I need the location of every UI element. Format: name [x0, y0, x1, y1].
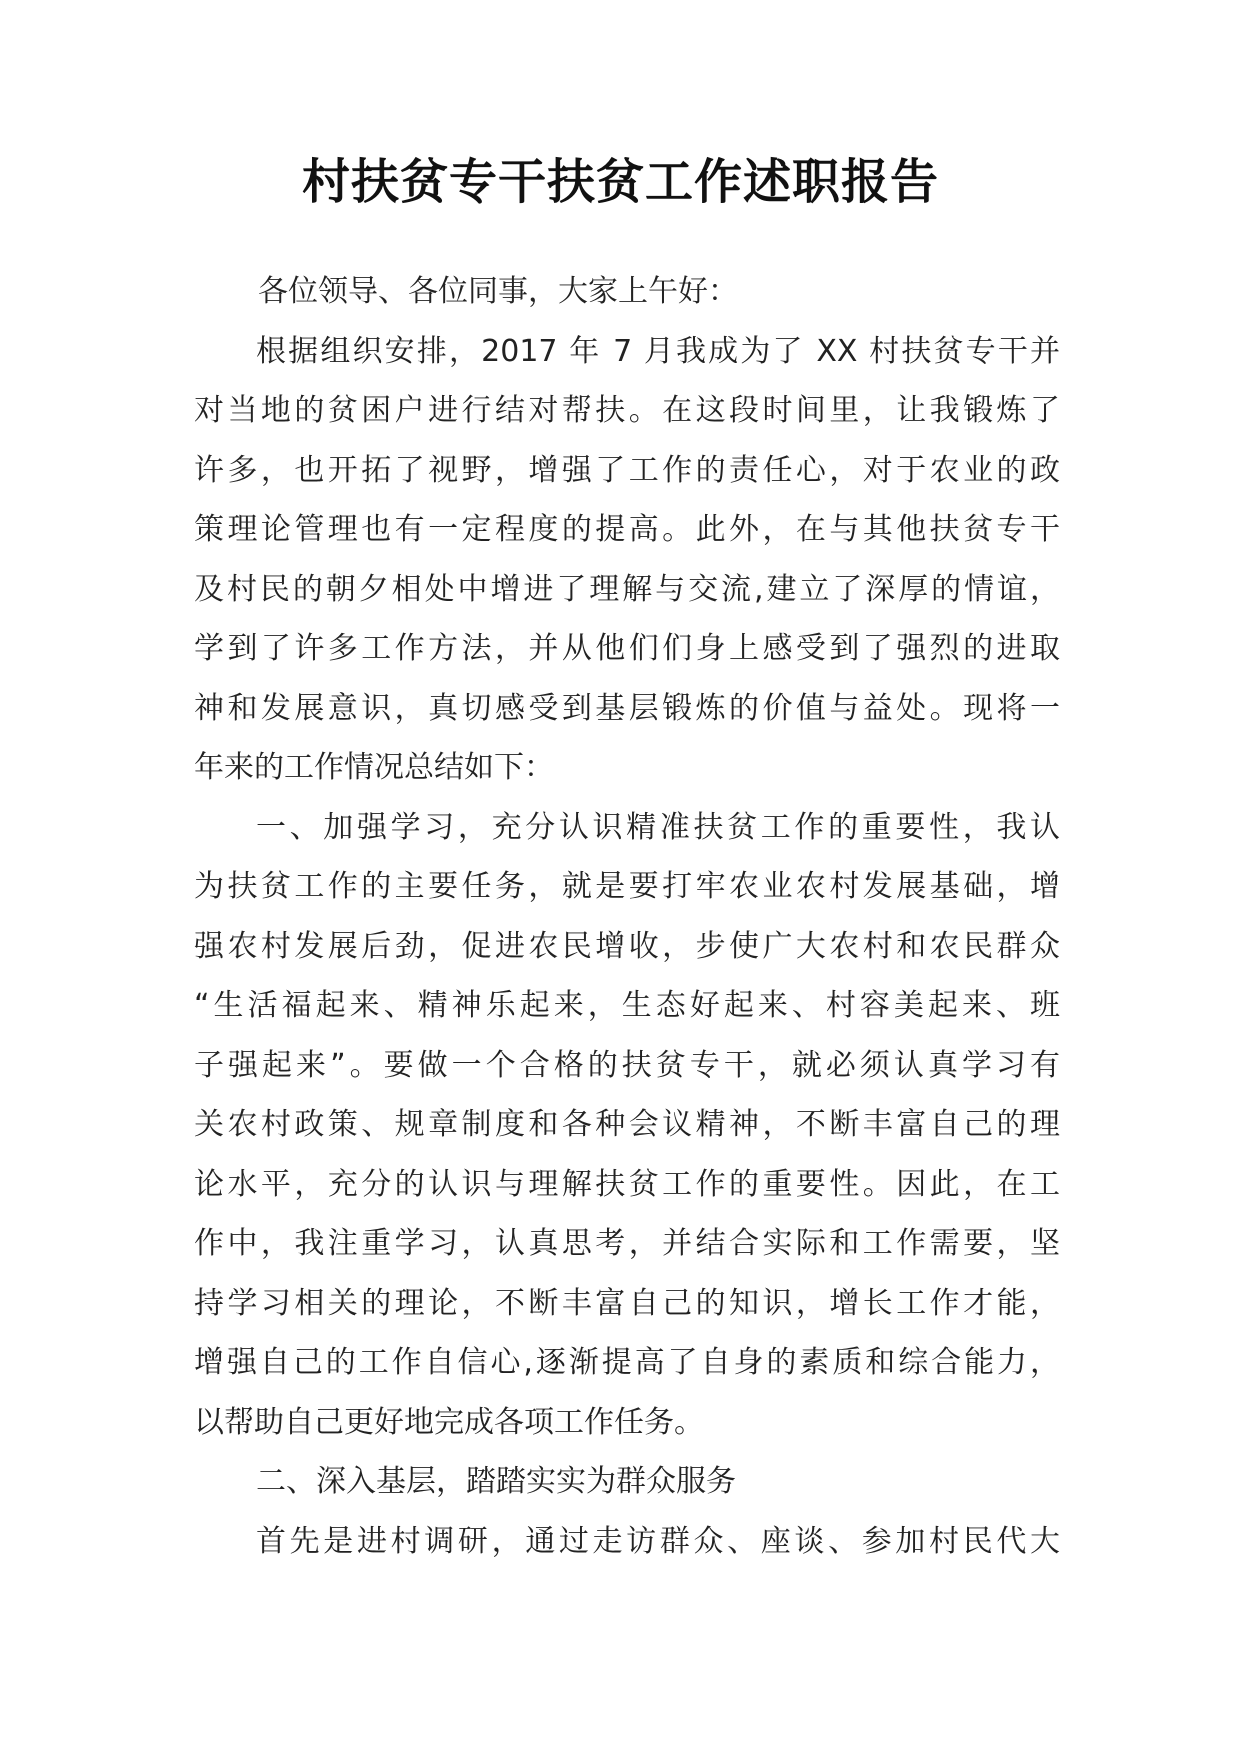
paragraph-1-line-8: 年来的工作情况总结如下：	[194, 750, 554, 785]
paragraph-1-line-7: 神和发展意识，真切感受到基层锻炼的价值与益处。现将一	[194, 690, 1060, 726]
section-2-line-1: 首先是进村调研，通过走访群众、座谈、参加村民代大	[256, 1523, 1060, 1559]
section-1-line-3: 强农村发展后劲，促进农民增收，步使广大农村和农民群众	[194, 928, 1060, 964]
paragraph-1-line-2: 对当地的贫困户进行结对帮扶。在这段时间里，让我锻炼了	[194, 393, 1060, 428]
paragraph-1-line-6: 学到了许多工作方法，并从他们们身上感受到了强烈的进取	[194, 631, 1060, 666]
section-1-line-2: 为扶贫工作的主要任务，就是要打牢农业农村发展基础，增	[194, 869, 1060, 904]
section-1-line-7: 论水平，充分的认识与理解扶贫工作的重要性。因此，在工	[194, 1166, 1060, 1202]
paragraph-1-line-5: 及村民的朝夕相处中增进了理解与交流,建立了深厚的情谊，	[194, 571, 1060, 607]
section-1-line-8: 作中，我注重学习，认真思考，并结合实际和工作需要，坚	[194, 1226, 1060, 1261]
document-title: 村扶贫专干扶贫工作述职报告	[301, 154, 939, 210]
paragraph-1-line-4: 策理论管理也有一定程度的提高。此外，在与其他扶贫专干	[194, 512, 1060, 547]
section-1-line-1: 一、加强学习，充分认识精准扶贫工作的重要性，我认	[256, 809, 1060, 845]
section-1-line-11: 以帮助自己更好地完成各项工作任务。	[194, 1404, 704, 1440]
section-1-line-5: 子强起来”。要做一个合格的扶贫专干，就必须认真学习有	[194, 1047, 1060, 1083]
section-1-line-6: 关农村政策、规章制度和各种会议精神，不断丰富自己的理	[194, 1107, 1060, 1142]
paragraph-1-line-1: 根据组织安排，2017 年 7 月我成为了 XX 村扶贫专干并	[256, 333, 1060, 369]
document-body	[194, 262, 1060, 1571]
section-1-line-10: 增强自己的工作自信心,逐渐提高了自身的素质和综合能力，	[194, 1345, 1060, 1380]
greeting-line: 各位领导、各位同事，大家上午好：	[258, 274, 738, 309]
section-1-line-4: “生活福起来、精神乐起来，生态好起来、村容美起来、班	[194, 988, 1060, 1023]
paragraph-1-line-3: 许多，也开拓了视野，增强了工作的责任心，对于农业的政	[194, 452, 1060, 488]
section-1-line-9: 持学习相关的理论，不断丰富自己的知识，增长工作才能，	[194, 1285, 1060, 1321]
section-2-heading: 二、深入基层，踏踏实实为群众服务	[256, 1464, 736, 1499]
